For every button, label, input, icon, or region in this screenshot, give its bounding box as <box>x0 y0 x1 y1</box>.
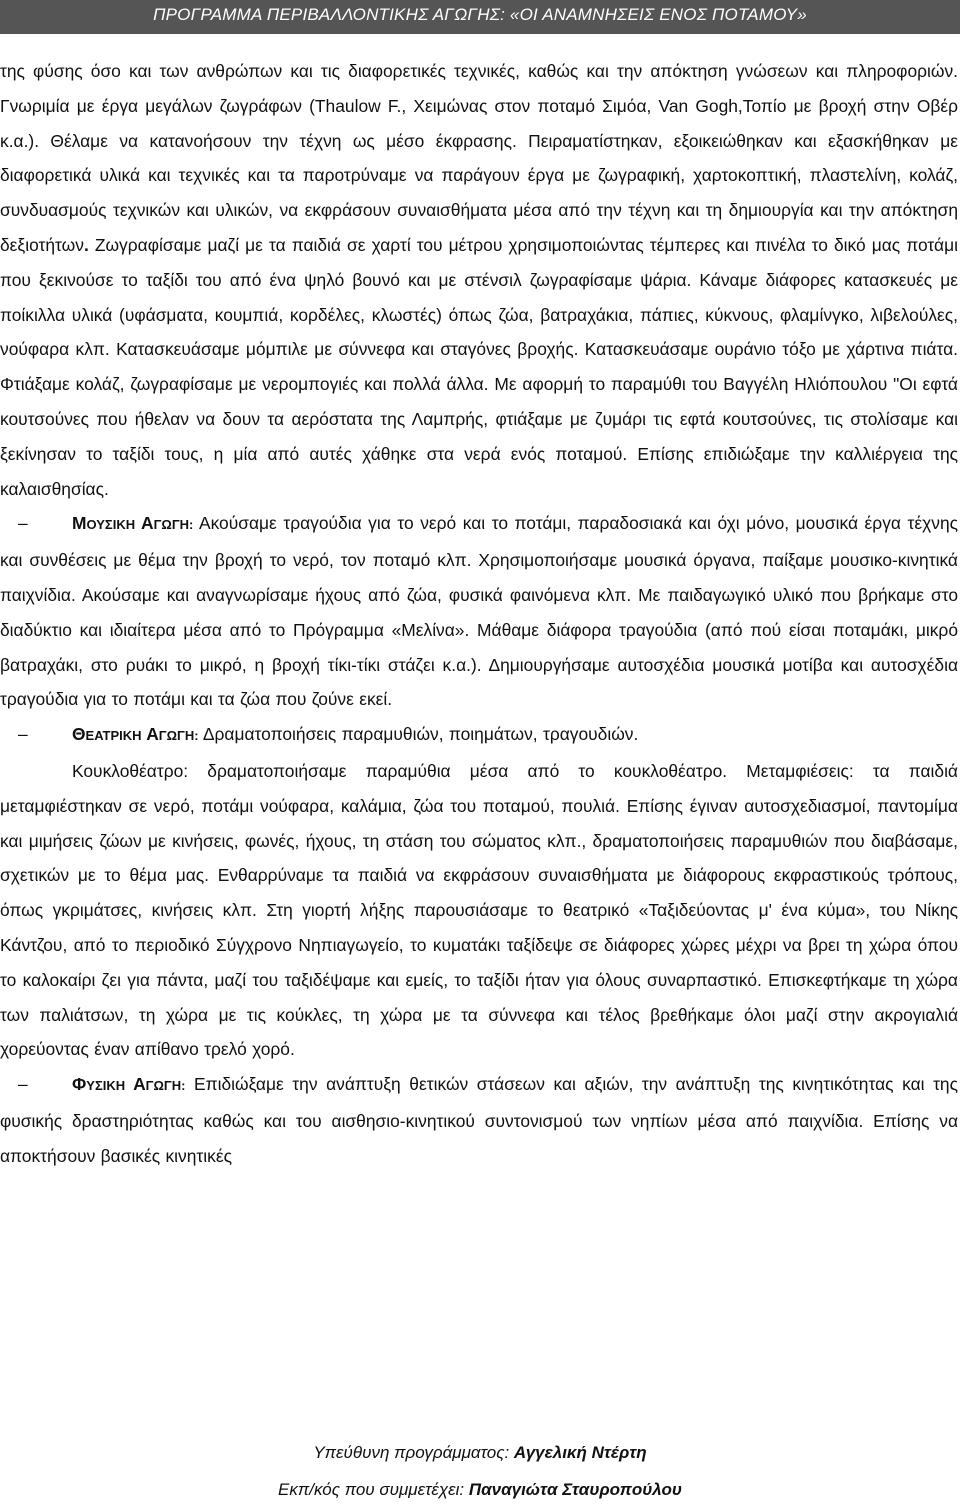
dash-bullet: – <box>18 724 28 745</box>
dash-bullet: – <box>18 1074 28 1095</box>
art-paragraph-part1: της φύσης όσο και των ανθρώπων και τις διαφορετικές τεχνικές, καθώς και την απόκτηση γνώσεων και πληροφοριών. Γνωριμία με έργα μεγάλων ζωγράφων (Thaulow F., Χειμώνας στον ποταμό Σιμόα, Van Gogh,Τοπίο με βροχή στην Οβέρ κ.α.). Θέλαμε να κατανοήσουν την τέχνη ως μέσο έκφρασης. Πειραματίστηκαν, εξοικειώθηκαν και εξασκήθηκαν με διαφορετικά υλικά και τεχνικές και τα παροτρύναμε να παράγουν έργα με ζωγραφική, χαρτοκοπτική, πλαστελίνη, κολάζ, συνδυασμούς τεχνικών και υλικών, να εκφράσουν συναισθήματα μέσα από την τέχνη και τη δημιουργία και την απόκτηση δεξιοτήτων <box>0 61 958 255</box>
physical-heading-small1: ΥΣΙΚΗ <box>86 1078 126 1094</box>
physical-section <box>0 1067 958 1173</box>
page-header <box>0 0 960 34</box>
art-paragraph-bold-dot: . <box>83 234 89 255</box>
physical-heading <box>72 1074 185 1094</box>
music-heading-cap1: Μ <box>72 513 87 534</box>
music-heading <box>72 513 193 533</box>
footer-responsible <box>0 1443 960 1463</box>
footer-responsible-label: Υπεύθυνη προγράμματος: <box>313 1443 514 1462</box>
physical-heading-cap1: Φ <box>72 1074 87 1095</box>
theatre-heading-cap2: Α <box>146 724 159 745</box>
music-heading-small1: ΟΥΣΙΚΗ <box>86 517 136 533</box>
theatre-heading <box>72 724 199 744</box>
art-paragraph <box>0 54 958 506</box>
physical-heading-cap2: Α <box>133 1074 146 1095</box>
footer-participant <box>0 1480 960 1500</box>
music-text: Ακούσαμε τραγούδια για το νερό και το ποτάμι, παραδοσιακά και όχι μόνο, μουσικά έργα τέχνης και συνθέσεις με θέμα την βροχή το νερό, τον ποταμό κλπ. Χρησιμοποιήσαμε μουσικά όργανα, παίξαμε μουσικο-κινητικά παιχνίδια. Ακούσαμε και αναγνωρίσαμε ήχους από ζώα, φυσικά φαινόμενα κλπ. Με παιδαγωγικό υλικό που βρήκαμε στο διαδύκτιο και ιδιαίτερα μέσα από το Πρόγραμμα «Μελίνα». Μάθαμε διάφορα τραγούδια (από πού είσαι ποταμάκι, μικρό βατραχάκι, στο ρυάκι το μικρό, η βροχή τίκι-τίκι στάζει κ.α.). Δημιουργήσαμε αυτοσχέδια μουσικά μοτίβα και αυτοσχέδια τραγούδια για το ποτάμι και τα ζώα που ζούνε εκεί. <box>0 513 958 710</box>
music-heading-cap2: Α <box>141 513 154 534</box>
dash-bullet: – <box>18 513 28 534</box>
physical-text: Επιδιώξαμε την ανάπτυξη θετικών στάσεων και αξιών, την ανάπτυξη της κινητικότητας και της φυσικής δραστηριότητας καθώς και του αισθησιο-κινητικού συντονισμού των νηπίων μέσα από παιχνίδια. Επίσης να αποκτήσουν βασικές κινητικές <box>0 1074 958 1166</box>
theatre-heading-cap1: Θ <box>72 724 86 745</box>
theatre-section <box>0 717 958 754</box>
header-title: ΠΡΟΓΡΑΜΜΑ ΠΕΡΙΒΑΛΛΟΝΤΙΚΗΣ ΑΓΩΓΗΣ: «ΟΙ ΑΝΑΜΝΗΣΕΙΣ ΕΝΟΣ ΠΟΤΑΜΟΥ» <box>153 5 807 24</box>
music-heading-small2: ΓΩΓΗ: <box>153 517 194 533</box>
theatre-text: Δραματοποιήσεις παραμυθιών, ποιημάτων, τραγουδιών. <box>198 724 639 745</box>
physical-heading-small2: ΓΩΓΗ: <box>145 1078 186 1094</box>
footer-participant-name: Παναγιώτα Σταυροπούλου <box>468 1480 682 1499</box>
document-body <box>0 54 958 1174</box>
music-section <box>0 506 958 717</box>
theatre-heading-small1: ΕΑΤΡΙΚΗ <box>85 728 142 744</box>
footer-responsible-name: Αγγελική Ντέρτη <box>513 1443 647 1462</box>
theatre-paragraph: Κουκλοθέατρο: δραματοποιήσαμε παραμύθια μέσα από το κουκλοθέατρο. Μεταμφιέσεις: τα παιδιά μεταμφιέστηκαν σε νερό, ποτάμι νούφαρα, καλάμια, ζώα του ποταμού, πουλιά. Επίσης έγιναν αυτοσχεδιασμοί, παντομίμα και μιμήσεις ζώων με κινήσεις, φωνές, ήχους, τη στάση του σώματος κλπ., δραματοποιήσεις παραμυθιών που διαβάσαμε, σχετικών με το θέμα μας. Ενθαρρύναμε τα παιδιά να εκφράσουν συναισθήματα με διάφορους εκφραστικούς τρόπους, όπως γκριμάτσες, κινήσεις κλπ. Στη γιορτή λήξης παρουσιάσαμε το θεατρικό «Ταξιδεύοντας μ' ένα κύμα», του Νίκης Κάντζου, από το περιοδικό Σύγχρονο Νηπιαγωγείο, το κυματάκι ταξίδεψε σε διάφορες χώρες μέχρι να βρει τη χώρα όπου το καλοκαίρι ζει για πάντα, μαζί του ταξιδέψαμε και εμείς, το ταξίδι ήταν για όλους συναρπαστικό. Επισκεφτήκαμε τη χώρα των παλιάτσων, τη χώρα με τις κούκλες, τη χώρα με τα σύννεφα και τέλος βρεθήκαμε όλοι μαζί στην ακρογιαλιά χορεύοντας έναν απίθανο τρελό χορό. <box>0 760 958 1060</box>
art-paragraph-part2: Ζωγραφίσαμε μαζί με τα παιδιά σε χαρτί του μέτρου χρησιμοποιώντας τέμπερες και πινέλα το δικό μας ποτάμι που ξεκινούσε το ταξίδι του από ένα ψηλό βουνό και με στένσιλ ζωγραφίσαμε ψάρια. Κάναμε διάφορες κατασκευές με ποίκιλλα υλικά (υφάσματα, κουμπιά, κορδέλες, κλωστές) όπως ζώα, βατραχάκια, πάπιες, κύκνους, φλαμίνγκο, λιβελούλες, νούφαρα κλπ. Κατασκευάσαμε μόμπιλε με σύννεφα και σταγόνες βροχής. Κατασκευάσαμε ουράνιο τόξο με χάρτινα πιάτα. Φτιάξαμε κολάζ, ζωγραφίσαμε με νερομπογιές και πολλά άλλα. Με αφορμή το παραμύθι του Βαγγέλη Ηλιόπουλου "Οι εφτά κουτσούνες που ήθελαν να δουν τα αερόστατα της Λαμπρής, φτιάξαμε με ζυμάρι τις εφτά κουτσούνες, τις στολίσαμε και ξεκίνησαν το ταξίδι τους, η μία από αυτές χάθηκε στα νερά ενός ποταμού. Επίσης επιδιώξαμε την καλλιέργεια της καλαισθησίας. <box>0 234 958 499</box>
footer-participant-label: Εκπ/κός που συμμετέχει: <box>278 1480 469 1499</box>
theatre-heading-small2: ΓΩΓΗ: <box>158 728 199 744</box>
